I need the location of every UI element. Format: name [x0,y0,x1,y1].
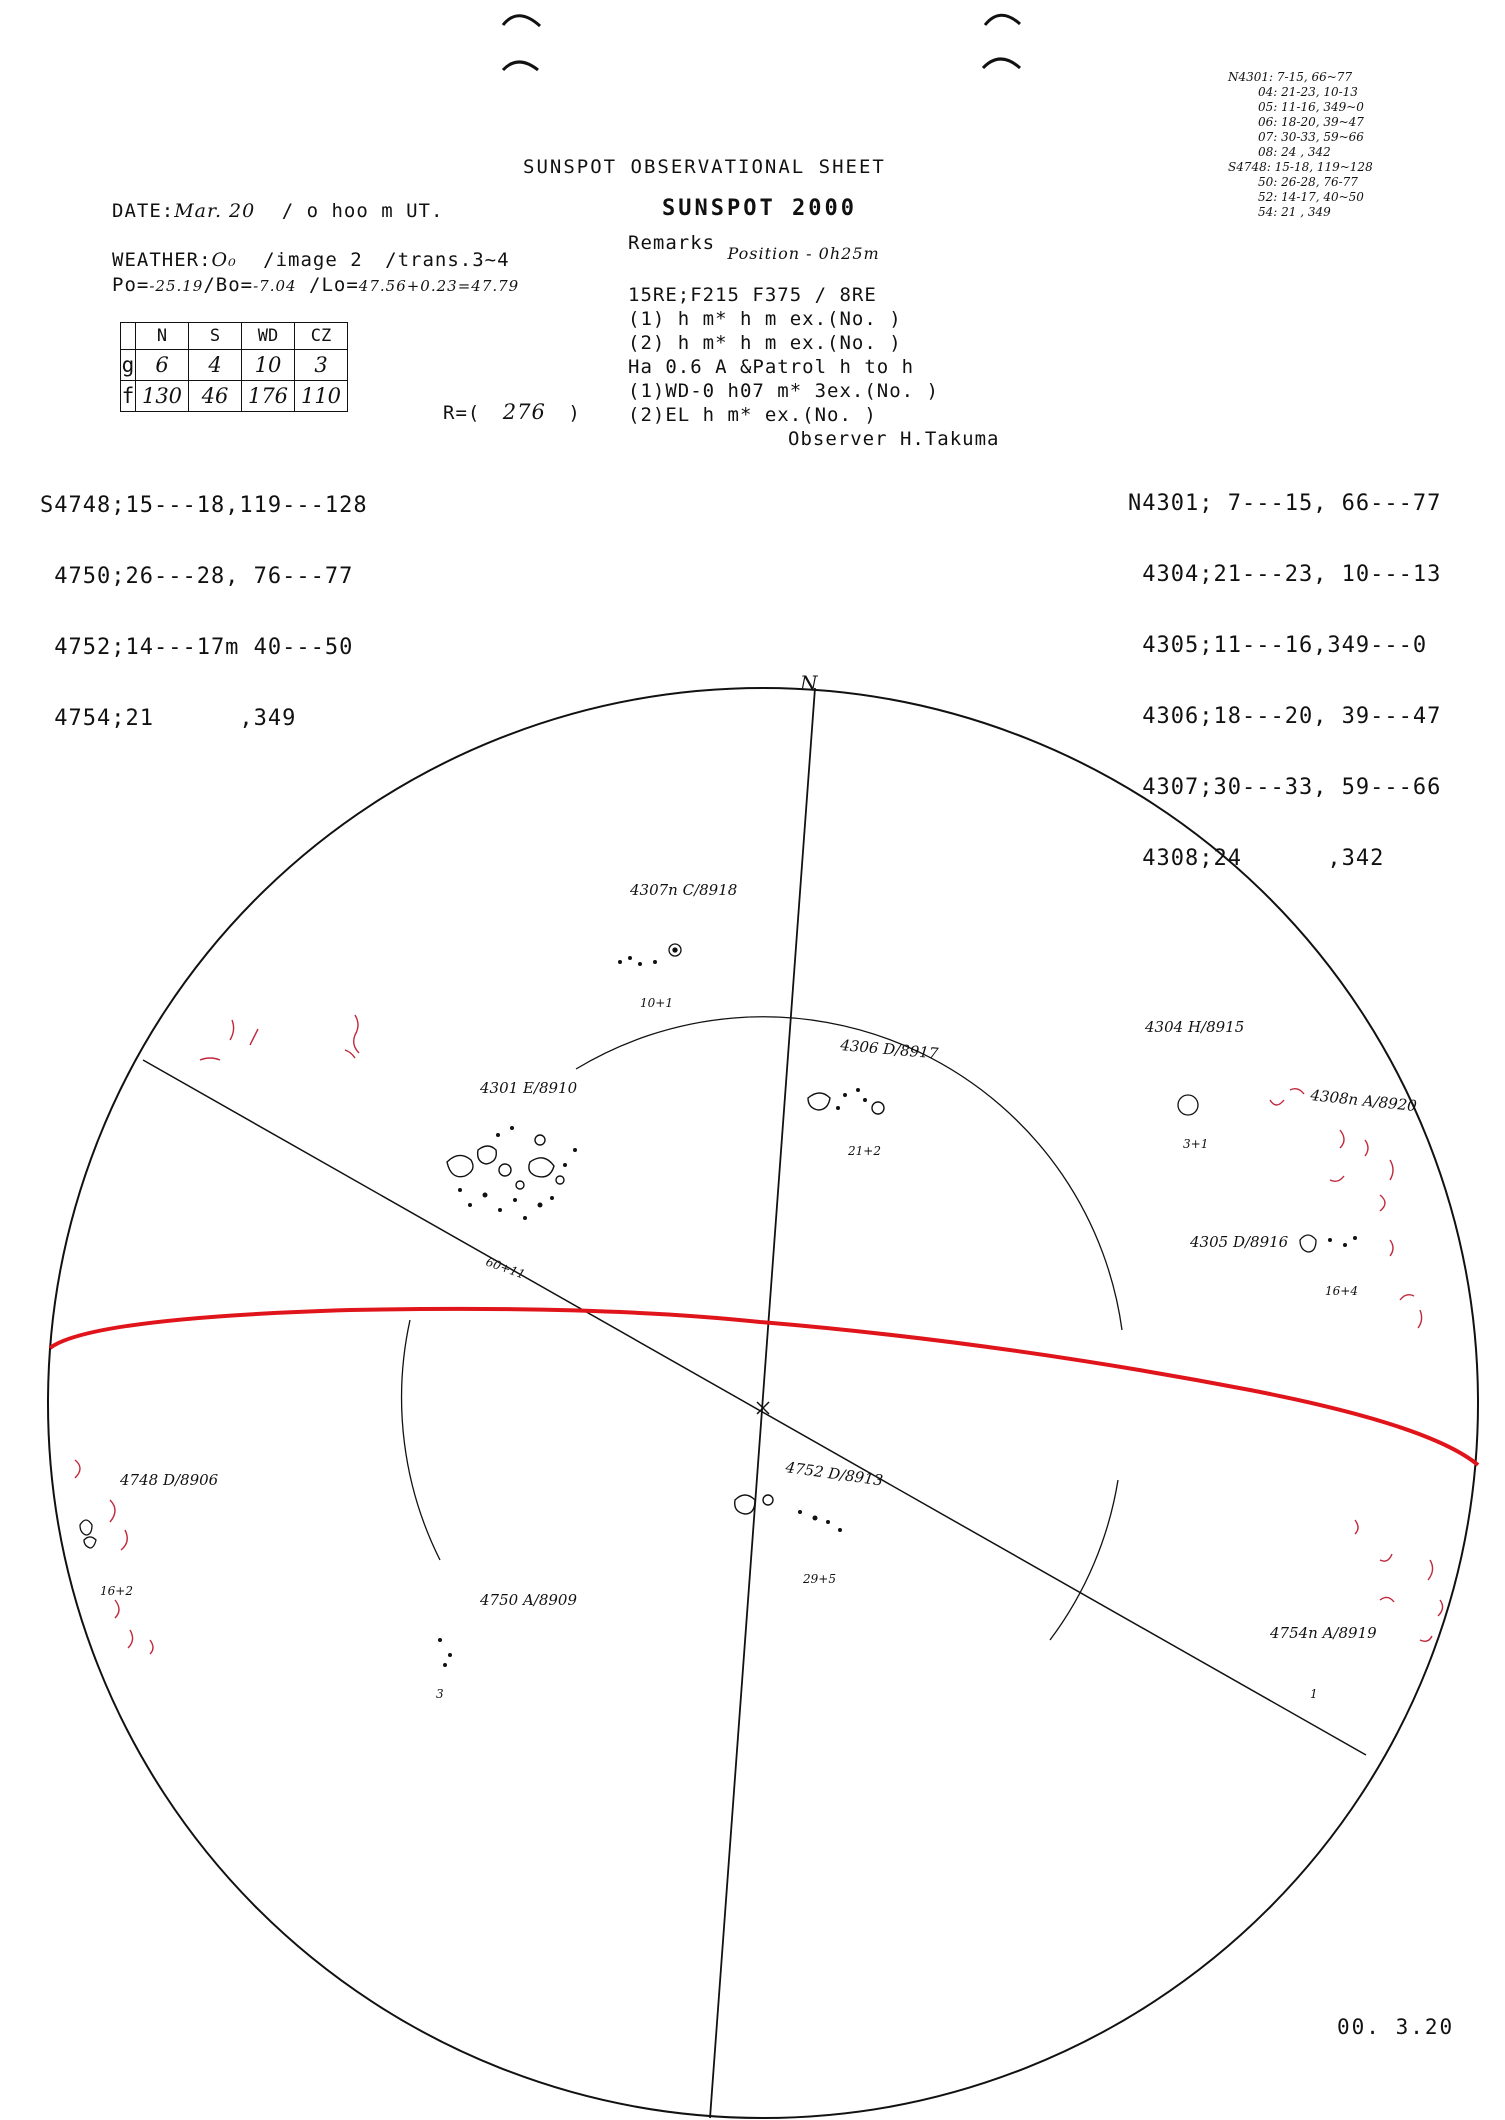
spot-group-4305 [1300,1235,1316,1252]
group-count: 10+1 [640,996,673,1010]
instrument-line: (1)WD-0 h07 m* 3ex.(No. ) [628,380,939,402]
sheet-subtitle: SUNSPOT 2000 [662,196,857,221]
instrument-line: (2)EL h m* ex.(No. ) [628,404,877,426]
south-region: S4748;15---18,119---128 [40,493,368,518]
weather-value: O₀ [211,249,237,271]
north-region: 4305;11---16,349---0 [1128,633,1428,658]
note-line: 54: 21 , 349 [1258,205,1331,219]
group-label: 4750 A/8909 [480,1591,578,1609]
faculae-markings [75,1015,1443,1654]
south-region: 4752;14---17m 40---50 [40,635,354,660]
group-label: 4748 D/8906 [120,1471,219,1489]
note-line: 08: 24 , 342 [1258,145,1331,159]
half-radius-circle [402,1017,1122,1640]
date-value: Mar. 20 [174,200,256,222]
col-header-wd: WD [242,323,295,350]
group-label: 4307n C/8918 [630,881,738,899]
remarks-label: Remarks [628,232,716,254]
note-line: 04: 21-23, 10-13 [1258,85,1358,99]
col-header-cz: CZ [295,323,348,350]
group-label: 4304 H/8915 [1145,1018,1245,1036]
b0-value: -7.04 [253,277,297,295]
r-prefix: R=( [443,402,481,424]
r-value: 276 [502,400,546,424]
l0-value: 47.56+0.23=47.79 [358,277,520,295]
group-count: 3 [436,1687,444,1701]
spot-group-4304 [1178,1095,1198,1115]
note-line: 50: 26-28, 76-77 [1258,175,1358,189]
sheet-title: SUNSPOT OBSERVATIONAL SHEET [523,156,886,178]
b0-prefix: /Bo= [203,274,254,296]
spot-group-4301 [447,1135,564,1189]
p0-value: -25.19 [149,277,204,295]
spot-group-4750 [438,1638,452,1667]
spot-group-4307 [669,944,681,956]
note-line: N4301: 7-15, 66~77 [1228,70,1353,84]
remarks-value: Position - 0h25m [727,244,880,263]
instrument-line: Ha 0.6 A &Patrol h to h [628,356,915,378]
group-count: 60+11 [483,1254,527,1282]
image-value: /image 2 [263,249,363,271]
south-region: 4750;26---28, 76---77 [40,564,354,589]
footer-date: 00. 3.20 [1337,2015,1455,2039]
r-suffix: ) [568,402,581,424]
observer: Observer H.Takuma [788,428,1000,450]
note-line: 07: 30-33, 59~66 [1258,130,1364,144]
instrument-line: 15RE;F215 F375 / 8RE [628,284,877,306]
south-region: 4754;21 ,349 [40,706,297,731]
spot-group-4307-dots [618,956,657,966]
group-count: 29+5 [803,1572,836,1586]
north-mark: N [800,671,818,695]
group-count: 16+2 [100,1584,133,1598]
col-header-s: S [189,323,242,350]
north-region: 4307;30---33, 59---66 [1128,775,1442,800]
group-label: 4301 E/8910 [480,1079,578,1097]
weather-prefix: WEATHER: [112,249,212,271]
l0-prefix: /Lo= [309,274,359,296]
f-cz: 110 [295,381,348,412]
spot-group-4301-dots [458,1126,577,1220]
instrument-line: (1) h m* h m ex.(No. ) [628,308,902,330]
f-wd: 176 [242,381,295,412]
central-meridian-line [710,688,815,2118]
group-label: 4306 D/8917 [839,1036,940,1063]
spot-group-4752-dots [798,1510,842,1532]
group-label: 4308n A/8920 [1309,1086,1418,1116]
time-value: / o hoo m UT. [281,200,444,222]
north-region: N4301; 7---15, 66---77 [1128,491,1442,516]
f-n: 130 [136,381,189,412]
g-wd: 10 [242,350,295,381]
north-region: 4304;21---23, 10---13 [1128,562,1442,587]
north-region: 4308;24 ,342 [1128,846,1385,871]
group-label: 4754n A/8919 [1270,1624,1377,1642]
axis-line [143,1060,1366,1755]
north-region: 4306;18---20, 39---47 [1128,704,1442,729]
spot-group-4305-dots [1328,1236,1357,1247]
col-header-n: N [136,323,189,350]
group-label: 4305 D/8916 [1190,1233,1289,1251]
group-count: 16+4 [1325,1284,1358,1298]
note-line: 06: 18-20, 39~47 [1258,115,1364,129]
group-count: 1 [1310,1687,1318,1701]
note-line: 05: 11-16, 349~0 [1258,100,1364,114]
group-count: 21+2 [848,1144,881,1158]
note-line: 52: 14-17, 40~50 [1258,190,1364,204]
p0-prefix: Po= [112,274,150,296]
row-label-f: f [121,381,136,412]
row-label-g: g [121,350,136,381]
g-n: 6 [136,350,189,381]
note-line: S4748: 15-18, 119~128 [1228,160,1373,174]
spot-group-4748 [80,1520,96,1548]
f-s: 46 [189,381,242,412]
group-label: 4752 D/8913 [784,1458,885,1490]
spot-group-4306-dots [836,1088,867,1110]
group-count: 3+1 [1183,1137,1209,1151]
date-prefix: DATE: [112,200,175,222]
g-cz: 3 [295,350,348,381]
g-s: 4 [189,350,242,381]
instrument-line: (2) h m* h m ex.(No. ) [628,332,902,354]
trans-value: /trans.3~4 [385,249,510,271]
